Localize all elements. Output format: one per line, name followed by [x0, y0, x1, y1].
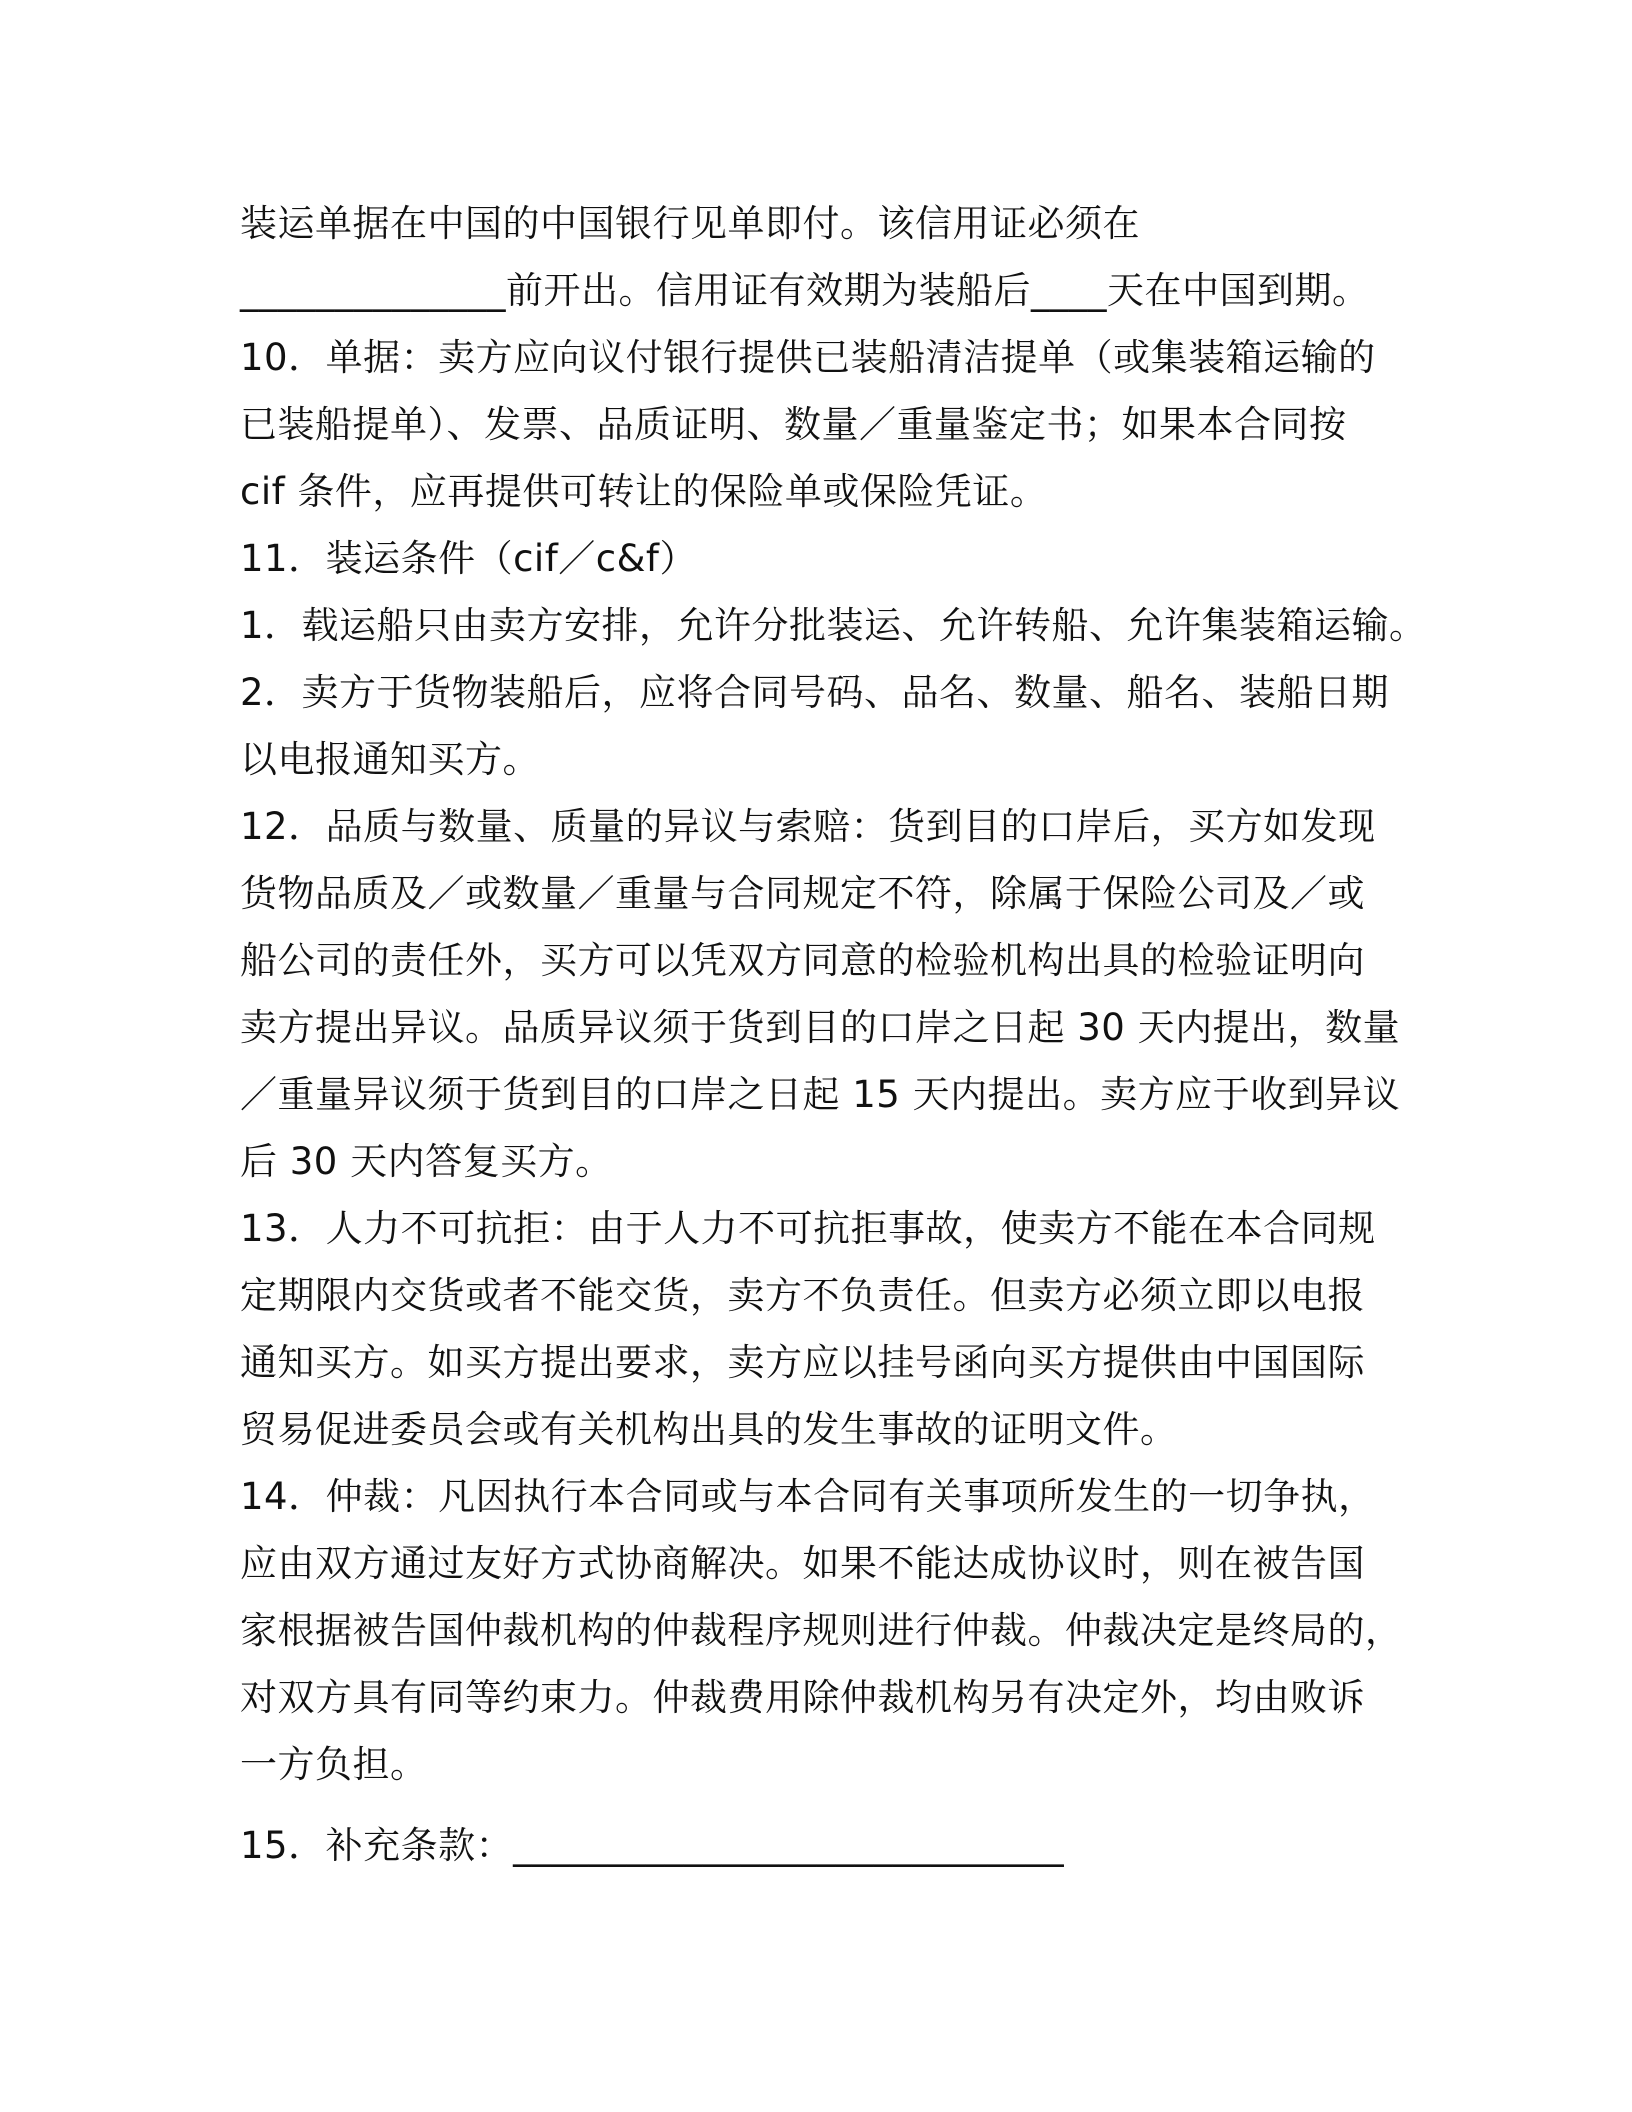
- clause-13-heading: 13．人力不可抗拒：由于人力不可抗拒事故，使卖方不能在本合同规: [240, 1207, 1376, 1250]
- text-line: 1．载运船只由卖方安排，允许分批装运、允许转船、允许集装箱运输。: [240, 604, 1427, 647]
- text-line: ______________前开出。信用证有效期为装船后____天在中国到期。: [240, 269, 1370, 312]
- text-line: 后 30 天内答复买方。: [240, 1140, 613, 1183]
- text-line: 装运单据在中国的中国银行见单即付。该信用证必须在: [240, 202, 1140, 245]
- text-line: 定期限内交货或者不能交货，卖方不负责任。但卖方必须立即以电报: [240, 1274, 1365, 1317]
- text-line: 通知买方。如买方提出要求，卖方应以挂号函向买方提供由中国国际: [240, 1341, 1365, 1384]
- text-line: 对双方具有同等约束力。仲裁费用除仲裁机构另有决定外，均由败诉: [240, 1676, 1365, 1719]
- paragraph-spacer: [240, 1798, 1420, 1812]
- text-line: 已装船提单）、发票、品质证明、数量／重量鉴定书；如果本合同按: [240, 403, 1347, 446]
- text-line: ／重量异议须于货到目的口岸之日起 15 天内提出。卖方应于收到异议: [240, 1073, 1401, 1116]
- text-line: 家根据被告国仲裁机构的仲裁程序规则进行仲裁。仲裁决定是终局的，: [240, 1609, 1403, 1652]
- document-page: [240, 190, 1427, 1879]
- clause-12-heading: 12．品质与数量、质量的异议与索赔：货到目的口岸后，买方如发现: [240, 805, 1376, 848]
- text-line: 贸易促进委员会或有关机构出具的发生事故的证明文件。: [240, 1408, 1178, 1451]
- clause-15-heading: 15．补充条款：_____________________________: [240, 1824, 1065, 1867]
- text-line: cif 条件，应再提供可转让的保险单或保险凭证。: [240, 470, 1048, 513]
- text-line: 应由双方通过友好方式协商解决。如果不能达成协议时，则在被告国: [240, 1542, 1365, 1585]
- text-line: 货物品质及／或数量／重量与合同规定不符，除属于保险公司及／或: [240, 872, 1365, 915]
- text-line: 卖方提出异议。品质异议须于货到目的口岸之日起 30 天内提出，数量: [240, 1006, 1401, 1049]
- text-line: 2．卖方于货物装船后，应将合同号码、品名、数量、船名、装船日期: [240, 671, 1390, 714]
- text-line: 一方负担。: [240, 1743, 428, 1786]
- text-line: 以电报通知买方。: [240, 738, 540, 781]
- clause-14-heading: 14．仲裁：凡因执行本合同或与本合同有关事项所发生的一切争执，: [240, 1475, 1376, 1518]
- text-line: 船公司的责任外，买方可以凭双方同意的检验机构出具的检验证明向: [240, 939, 1365, 982]
- clause-11-heading: 11．装运条件（cif／c&f）: [240, 537, 697, 580]
- clause-10-heading: 10．单据：卖方应向议付银行提供已装船清洁提单（或集装箱运输的: [240, 336, 1376, 379]
